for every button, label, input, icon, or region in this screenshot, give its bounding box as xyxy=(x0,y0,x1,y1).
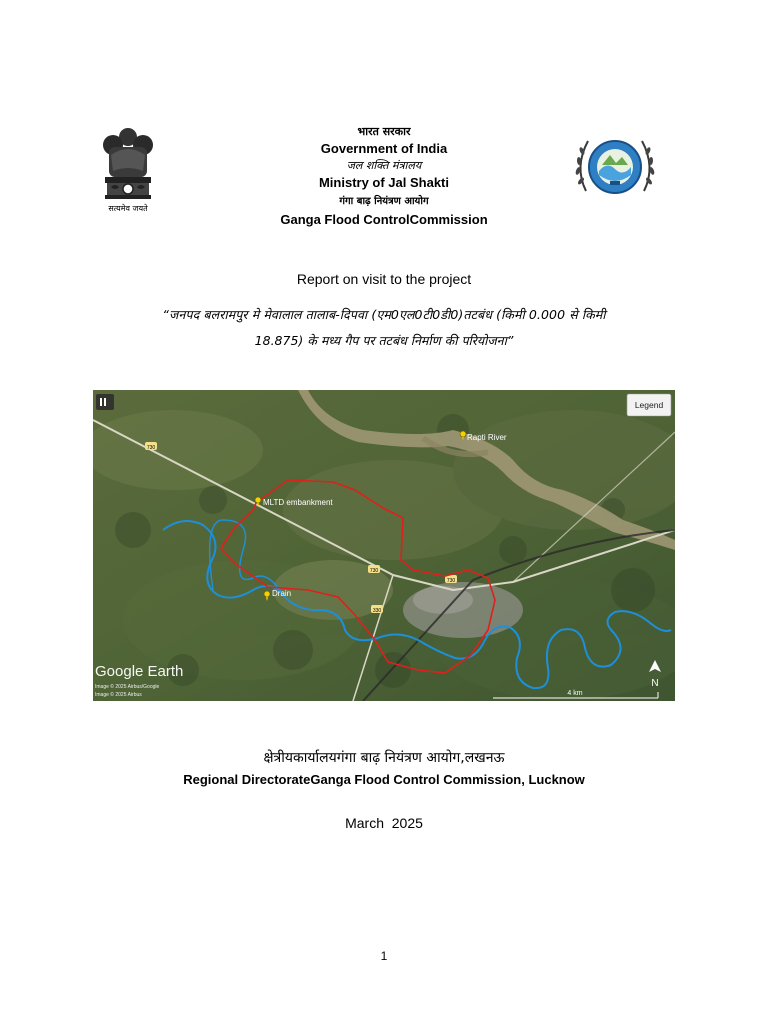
report-subtitle-line2: 18.875) के मध्य गैप पर तटबंध निर्माण की परियोजना” xyxy=(254,333,514,348)
legend-button[interactable] xyxy=(627,394,671,416)
svg-text:730: 730 xyxy=(446,578,456,584)
header-hi-ministry: जल शक्ति मंत्रालय xyxy=(346,159,422,172)
svg-text:730: 730 xyxy=(369,568,379,574)
label-drain: Drain xyxy=(272,589,292,598)
report-subtitle-line1: “जनपद बलरामपुर मे मेवालाल तालाब-दिपवा (एम0एल0टी0डी0)तटबंध (किमी 0.000 से किमी xyxy=(162,307,606,322)
national-emblem xyxy=(95,125,161,217)
report-date: March 2025 xyxy=(345,815,423,831)
label-rapti-river: Rapti River xyxy=(467,433,507,442)
road-shield xyxy=(371,605,383,614)
svg-text:730: 730 xyxy=(146,445,156,451)
footer-hi-office: क्षेत्रीयकार्यालयगंगा बाढ़ नियंत्रण आयोग,लखनऊ xyxy=(263,750,505,766)
page-number: 1 xyxy=(380,949,388,963)
gfcc-wreath-icon xyxy=(572,131,658,203)
gfcc-logo xyxy=(572,131,658,203)
header-hi-commission: गंगा बाढ़ नियंत्रण आयोग xyxy=(339,196,429,207)
report-title: Report on visit to the project xyxy=(296,271,472,287)
map-credit-line2: Image © 2025 Airbus xyxy=(95,692,142,698)
sidebar-toggle-icon[interactable] xyxy=(96,394,114,410)
scale-label: 4 km xyxy=(567,690,583,697)
satellite-map xyxy=(93,390,675,701)
header-en-ministry: Ministry of Jal Shakti xyxy=(318,175,450,190)
google-earth-watermark: Google Earth xyxy=(95,663,184,680)
pin-mltd-embankment[interactable] xyxy=(255,497,333,507)
map-canvas xyxy=(93,390,675,701)
header-en-commission: Ganga Flood ControlCommission xyxy=(280,212,488,227)
header-hi-government: भारत सरकार xyxy=(357,125,411,138)
map-credit-line1: Image © 2025 Airbus/Google xyxy=(95,684,160,690)
label-mltd-embankment: MLTD embankment xyxy=(263,498,333,507)
header-en-government: Government of India xyxy=(320,141,448,156)
road-shield xyxy=(368,565,380,574)
svg-text:Legend: Legend xyxy=(634,400,664,410)
road-shield xyxy=(145,442,157,451)
svg-text:330: 330 xyxy=(372,608,382,614)
footer-en-office: Regional DirectorateGanga Flood Control Commission, Lucknow xyxy=(183,772,585,787)
pin-rapti-river[interactable] xyxy=(460,431,507,442)
north-label: N xyxy=(651,678,659,689)
emblem-motto: सत्यमेव जयते xyxy=(108,204,148,213)
